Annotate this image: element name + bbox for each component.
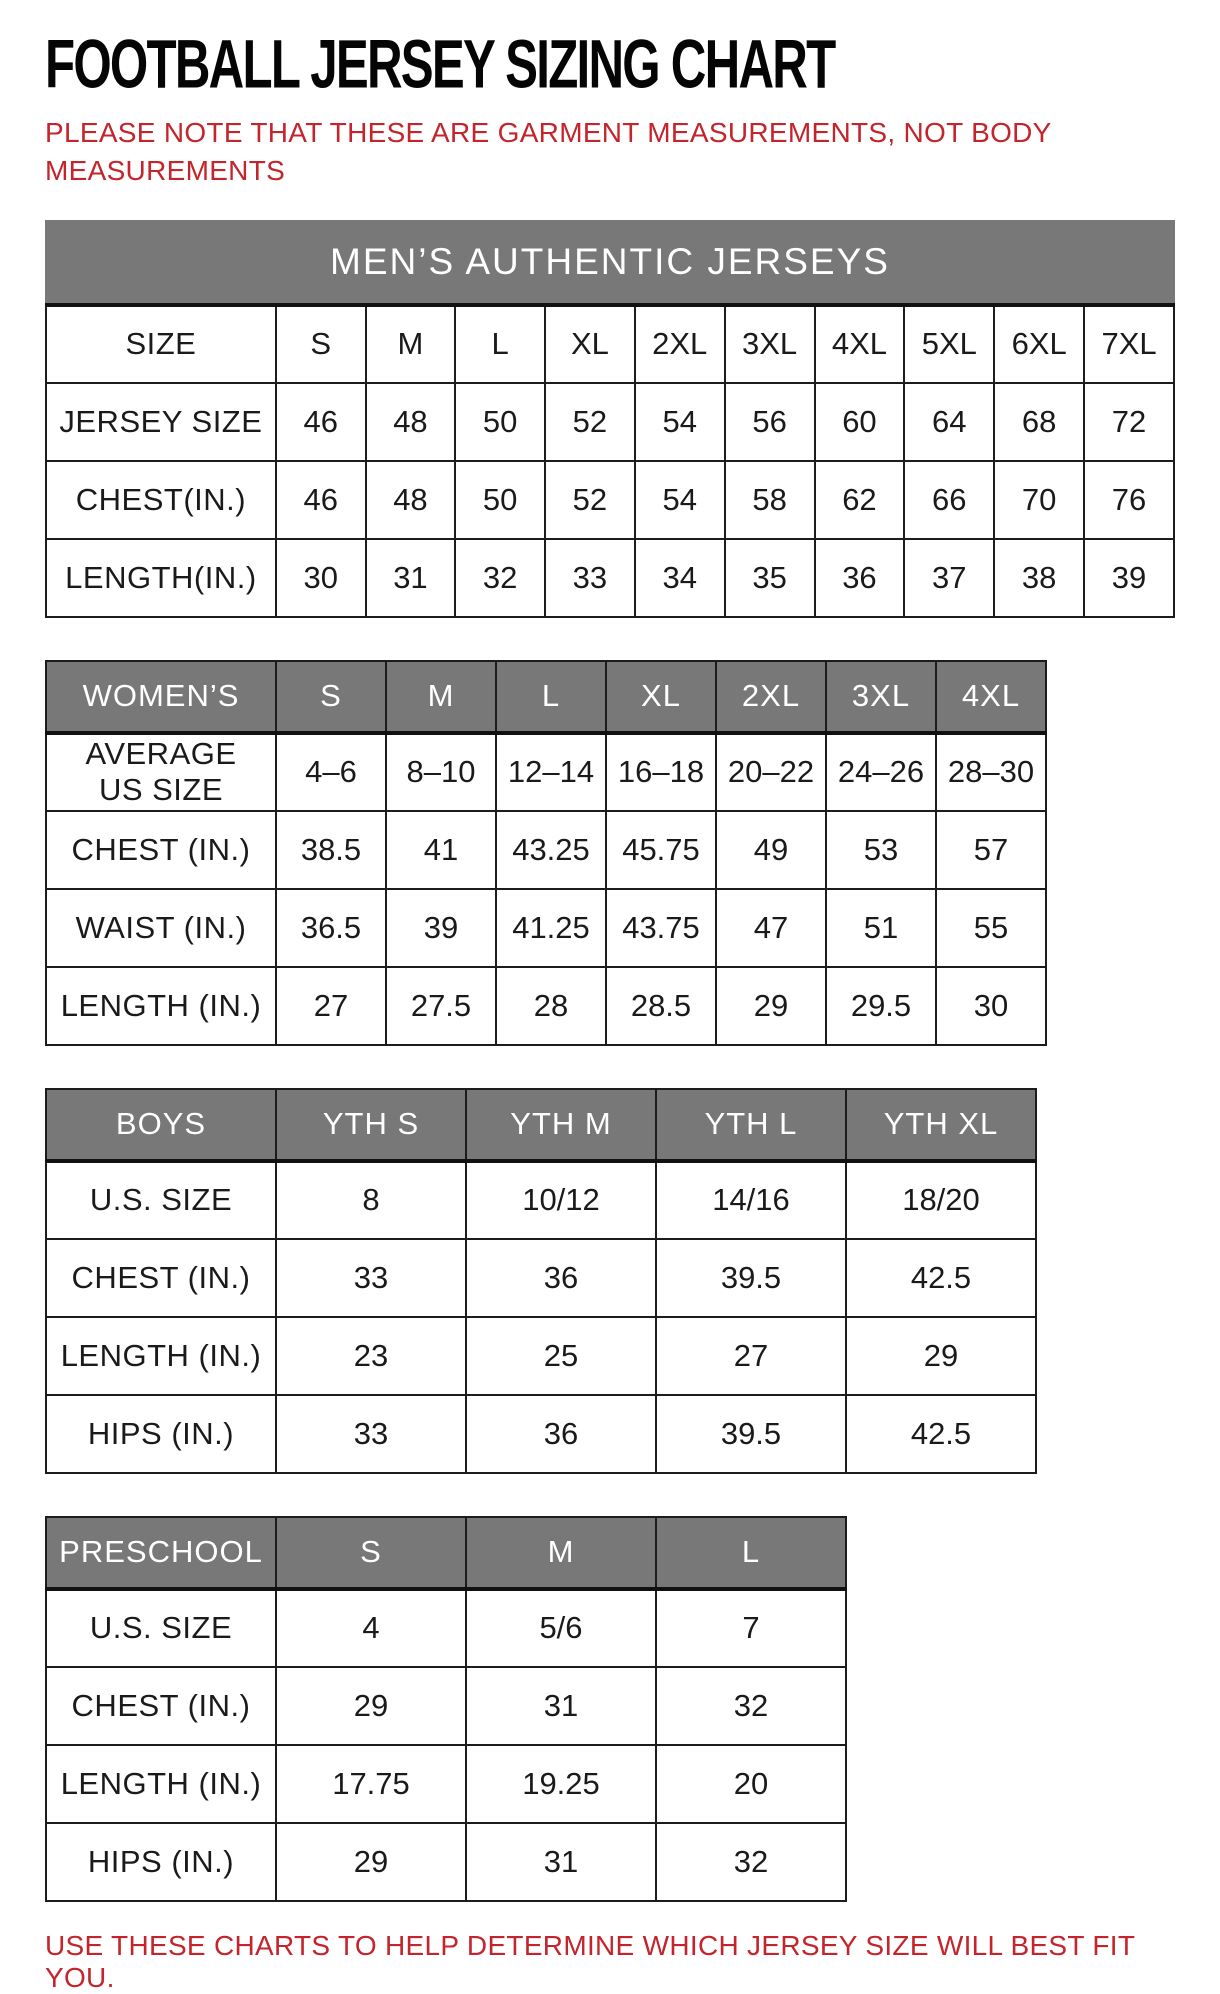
- preschool-value-cell: 4: [276, 1589, 466, 1667]
- mens-authentic-jerseys-row-0: [46, 305, 1174, 383]
- mens-authentic-jerseys-value-cell: 48: [366, 461, 456, 539]
- womens-value-cell: 41.25: [496, 889, 606, 967]
- boys-value-cell: 27: [656, 1317, 846, 1395]
- womens-value-cell: 30: [936, 967, 1046, 1045]
- womens-value-cell: 27: [276, 967, 386, 1045]
- preschool-table: [45, 1516, 847, 1902]
- mens-authentic-jerseys-value-cell: 3XL: [725, 305, 815, 383]
- preschool-value-cell: 19.25: [466, 1745, 656, 1823]
- preschool-value-cell: 7: [656, 1589, 846, 1667]
- boys-value-cell: 39.5: [656, 1239, 846, 1317]
- mens-authentic-jerseys-value-cell: 60: [815, 383, 905, 461]
- mens-authentic-jerseys-value-cell: 52: [545, 461, 635, 539]
- preschool-row-label: U.S. SIZE: [46, 1589, 276, 1667]
- womens-value-cell: 12–14: [496, 733, 606, 811]
- womens-value-cell: 43.25: [496, 811, 606, 889]
- mens-authentic-jerseys-value-cell: 2XL: [635, 305, 725, 383]
- womens-value-cell: 4–6: [276, 733, 386, 811]
- preschool-value-cell: 20: [656, 1745, 846, 1823]
- womens-row-label: WOMEN’S: [46, 661, 276, 733]
- preschool-value-cell: 5/6: [466, 1589, 656, 1667]
- preschool-value-cell: 29: [276, 1667, 466, 1745]
- mens-authentic-jerseys-row-1: [46, 383, 1174, 461]
- preschool-row-label: CHEST (IN.): [46, 1667, 276, 1745]
- womens-row-3: [46, 889, 1046, 967]
- womens-value-cell: 57: [936, 811, 1046, 889]
- boys-row-label: HIPS (IN.): [46, 1395, 276, 1473]
- boys-col-header: YTH M: [466, 1089, 656, 1161]
- preschool-row-label: HIPS (IN.): [46, 1823, 276, 1901]
- womens-value-cell: 49: [716, 811, 826, 889]
- boys-value-cell: 36: [466, 1239, 656, 1317]
- womens-row-label: AVERAGE US SIZE: [46, 733, 276, 811]
- boys-row-label: BOYS: [46, 1089, 276, 1161]
- page-title-wrap: [45, 24, 1175, 103]
- womens-value-cell: 51: [826, 889, 936, 967]
- womens-value-cell: 29.5: [826, 967, 936, 1045]
- preschool-row-2: [46, 1667, 846, 1745]
- boys-table: [45, 1088, 1037, 1474]
- mens-authentic-jerseys-value-cell: 52: [545, 383, 635, 461]
- womens-value-cell: 45.75: [606, 811, 716, 889]
- mens-authentic-jerseys-table: [45, 220, 1175, 618]
- boys-row-3: [46, 1317, 1036, 1395]
- womens-value-cell: 29: [716, 967, 826, 1045]
- womens-value-cell: 28: [496, 967, 606, 1045]
- preschool-row-label: LENGTH (IN.): [46, 1745, 276, 1823]
- mens-authentic-jerseys-value-cell: 62: [815, 461, 905, 539]
- boys-col-header: YTH XL: [846, 1089, 1036, 1161]
- boys-row-2: [46, 1239, 1036, 1317]
- mens-authentic-jerseys-value-cell: 68: [994, 383, 1084, 461]
- preschool-row-label: PRESCHOOL: [46, 1517, 276, 1589]
- mens-authentic-jerseys-value-cell: 30: [276, 539, 366, 617]
- mens-authentic-jerseys-value-cell: 31: [366, 539, 456, 617]
- mens-authentic-jerseys-value-cell: 37: [904, 539, 994, 617]
- boys-value-cell: 25: [466, 1317, 656, 1395]
- preschool-value-cell: 29: [276, 1823, 466, 1901]
- womens-value-cell: 53: [826, 811, 936, 889]
- womens-row-0: [46, 661, 1046, 733]
- womens-row-4: [46, 967, 1046, 1045]
- mens-authentic-jerseys-value-cell: S: [276, 305, 366, 383]
- boys-row-0: [46, 1089, 1036, 1161]
- mens-authentic-jerseys-row-label: SIZE: [46, 305, 276, 383]
- womens-value-cell: 28–30: [936, 733, 1046, 811]
- womens-value-cell: 16–18: [606, 733, 716, 811]
- boys-value-cell: 18/20: [846, 1161, 1036, 1239]
- boys-value-cell: 23: [276, 1317, 466, 1395]
- womens-col-header: XL: [606, 661, 716, 733]
- boys-col-header: YTH L: [656, 1089, 846, 1161]
- boys-value-cell: 29: [846, 1317, 1036, 1395]
- mens-authentic-jerseys-value-cell: 50: [455, 461, 545, 539]
- boys-row-4: [46, 1395, 1036, 1473]
- mens-authentic-jerseys-value-cell: 5XL: [904, 305, 994, 383]
- preschool-col-header: L: [656, 1517, 846, 1589]
- footer-note: USE THESE CHARTS TO HELP DETERMINE WHICH JERSEY SIZE WILL BEST FIT YOU.: [45, 1929, 1135, 1993]
- garment-measurements-note: PLEASE NOTE THAT THESE ARE GARMENT MEASUREMENTS, NOT BODY MEASUREMENTS: [45, 117, 1052, 186]
- mens-authentic-jerseys-value-cell: 66: [904, 461, 994, 539]
- boys-row-label: CHEST (IN.): [46, 1239, 276, 1317]
- womens-value-cell: 55: [936, 889, 1046, 967]
- mens-authentic-jerseys-value-cell: 54: [635, 461, 725, 539]
- boys-value-cell: 42.5: [846, 1239, 1036, 1317]
- boys-row-label: U.S. SIZE: [46, 1161, 276, 1239]
- boys-value-cell: 42.5: [846, 1395, 1036, 1473]
- mens-authentic-jerseys-value-cell: 64: [904, 383, 994, 461]
- womens-col-header: 4XL: [936, 661, 1046, 733]
- preschool-value-cell: 32: [656, 1667, 846, 1745]
- mens-authentic-jerseys-value-cell: 70: [994, 461, 1084, 539]
- preschool-col-header: M: [466, 1517, 656, 1589]
- mens-authentic-jerseys-value-cell: 58: [725, 461, 815, 539]
- womens-value-cell: 28.5: [606, 967, 716, 1045]
- womens-value-cell: 27.5: [386, 967, 496, 1045]
- womens-value-cell: 36.5: [276, 889, 386, 967]
- womens-value-cell: 47: [716, 889, 826, 967]
- boys-value-cell: 14/16: [656, 1161, 846, 1239]
- mens-authentic-jerseys-value-cell: 46: [276, 461, 366, 539]
- mens-authentic-jerseys-banner: MEN’S AUTHENTIC JERSEYS: [46, 221, 1174, 305]
- preschool-row-4: [46, 1823, 846, 1901]
- mens-authentic-jerseys-value-cell: 72: [1084, 383, 1174, 461]
- boys-table-container: [45, 1088, 1175, 1474]
- womens-col-header: S: [276, 661, 386, 733]
- preschool-row-3: [46, 1745, 846, 1823]
- boys-value-cell: 39.5: [656, 1395, 846, 1473]
- preschool-value-cell: 17.75: [276, 1745, 466, 1823]
- womens-row-label: WAIST (IN.): [46, 889, 276, 967]
- womens-table-container: [45, 660, 1175, 1046]
- womens-row-2: [46, 811, 1046, 889]
- boys-row-1: [46, 1161, 1036, 1239]
- boys-value-cell: 8: [276, 1161, 466, 1239]
- womens-value-cell: 8–10: [386, 733, 496, 811]
- preschool-col-header: S: [276, 1517, 466, 1589]
- mens-authentic-jerseys-value-cell: 76: [1084, 461, 1174, 539]
- womens-col-header: 3XL: [826, 661, 936, 733]
- womens-value-cell: 41: [386, 811, 496, 889]
- mens-authentic-jerseys-banner-row: [46, 221, 1174, 305]
- page-title: FOOTBALL JERSEY SIZING CHART: [45, 25, 835, 103]
- mens-table-container: [45, 220, 1175, 618]
- mens-authentic-jerseys-value-cell: 4XL: [815, 305, 905, 383]
- mens-authentic-jerseys-value-cell: 38: [994, 539, 1084, 617]
- mens-authentic-jerseys-value-cell: 32: [455, 539, 545, 617]
- boys-value-cell: 36: [466, 1395, 656, 1473]
- boys-value-cell: 33: [276, 1395, 466, 1473]
- mens-authentic-jerseys-value-cell: 35: [725, 539, 815, 617]
- boys-value-cell: 10/12: [466, 1161, 656, 1239]
- womens-row-label: CHEST (IN.): [46, 811, 276, 889]
- boys-row-label: LENGTH (IN.): [46, 1317, 276, 1395]
- mens-authentic-jerseys-value-cell: 36: [815, 539, 905, 617]
- mens-authentic-jerseys-value-cell: L: [455, 305, 545, 383]
- mens-authentic-jerseys-row-2: [46, 461, 1174, 539]
- womens-value-cell: 39: [386, 889, 496, 967]
- womens-col-header: M: [386, 661, 496, 733]
- mens-authentic-jerseys-value-cell: 54: [635, 383, 725, 461]
- mens-authentic-jerseys-value-cell: 50: [455, 383, 545, 461]
- boys-value-cell: 33: [276, 1239, 466, 1317]
- womens-col-header: L: [496, 661, 606, 733]
- mens-authentic-jerseys-value-cell: 34: [635, 539, 725, 617]
- mens-authentic-jerseys-value-cell: 33: [545, 539, 635, 617]
- womens-value-cell: 24–26: [826, 733, 936, 811]
- womens-value-cell: 38.5: [276, 811, 386, 889]
- womens-value-cell: 20–22: [716, 733, 826, 811]
- preschool-value-cell: 31: [466, 1823, 656, 1901]
- preschool-value-cell: 32: [656, 1823, 846, 1901]
- womens-table: [45, 660, 1047, 1046]
- mens-authentic-jerseys-value-cell: 6XL: [994, 305, 1084, 383]
- preschool-table-container: [45, 1516, 1175, 1902]
- preschool-value-cell: 31: [466, 1667, 656, 1745]
- mens-authentic-jerseys-value-cell: 48: [366, 383, 456, 461]
- mens-authentic-jerseys-row-label: CHEST(IN.): [46, 461, 276, 539]
- preschool-row-1: [46, 1589, 846, 1667]
- mens-authentic-jerseys-value-cell: M: [366, 305, 456, 383]
- mens-authentic-jerseys-value-cell: XL: [545, 305, 635, 383]
- mens-authentic-jerseys-row-label: LENGTH(IN.): [46, 539, 276, 617]
- mens-authentic-jerseys-value-cell: 7XL: [1084, 305, 1174, 383]
- mens-authentic-jerseys-value-cell: 56: [725, 383, 815, 461]
- womens-col-header: 2XL: [716, 661, 826, 733]
- womens-value-cell: 43.75: [606, 889, 716, 967]
- womens-row-1: [46, 733, 1046, 811]
- mens-authentic-jerseys-row-3: [46, 539, 1174, 617]
- mens-authentic-jerseys-row-label: JERSEY SIZE: [46, 383, 276, 461]
- mens-authentic-jerseys-value-cell: 39: [1084, 539, 1174, 617]
- womens-row-label: LENGTH (IN.): [46, 967, 276, 1045]
- preschool-row-0: [46, 1517, 846, 1589]
- boys-col-header: YTH S: [276, 1089, 466, 1161]
- mens-authentic-jerseys-value-cell: 46: [276, 383, 366, 461]
